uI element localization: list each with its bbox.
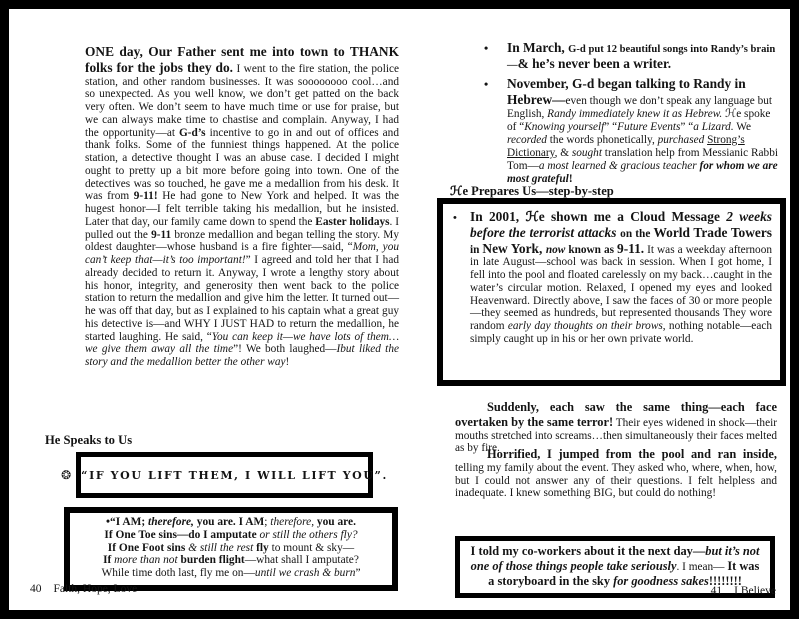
left-book-title: Faith, Hope, Love xyxy=(53,583,138,595)
bullet-text-november: November, G-d began talking to Randy in Hebrew—even though we don’t speak any language but English, Randy immediately knew it as Hebrew. ℋe spoke of “Knowing yourself” “Future Events” “a Lizard. We recorded the words phonetically, purchased Strong’s Dictionary, & sought translation help from Messianic Rabbi Tom—a most learned & gracious teacher for whom we are most grateful! xyxy=(507,75,778,186)
heading-he-speaks-to-us: He Speaks to Us xyxy=(45,433,133,447)
right-page-number: 41 xyxy=(710,585,723,597)
left-page-footer xyxy=(30,583,137,595)
coworkers-text: I told my co-workers about it the next day—but it’s not one of those things people take seriously. I mean— It was a storyboard in the sky for goodness sakes!!!!!!!! xyxy=(470,544,760,588)
lift-quote-text: “IF YOU LIFT THEM, I WILL LIFT YOU”. xyxy=(81,468,388,482)
poem-line: If One Toe sins—do I amputate or still the others fly? xyxy=(104,528,358,541)
list-item xyxy=(478,40,780,73)
bullet-icon: • xyxy=(484,76,489,91)
left-page-main-paragraph: ONE day, Our Father sent me into town to THANK folks for the jobs they do. I went to the fire station, the police station, and other random businesses. It was soooooooo cool…and so unexpected. As you well know, we don’t get patted on the back very often. We don’t seem to have much time or use for praise, but we can always make time to chastise and complain. Anyway, I had the opportunity—at G-d’s incentive to go in and out of offices and thank folks. Some of the funniest things happened. At the police station, a detective thought I was an abuse case. I decided I might ought to pretty up a bit more before going into town. One of the detectives was so touched, he gave me a medallion from his desk. It was from 9-11! He had gone to New York and helped. It was the hugest honor—I felt terrible taking his medallion, but he insisted. Later that day, our family came down to spend the Easter holidays. I pulled out the 9-11 bronze medallion and began telling the story. My oldest daughter—whose husband is a fire fighter—said, “Mom, you can’t keep that—it’s too important!” I agreed and told her that I had already decided to return it. Anyway, I wrote a lengthy story about his honor, integrity, and generosity then went back to the police station to return the medallion and give him the letter. It turned out—he was off that day, but as I explained to his captain what a great guy his detective is—and WHY I JUST HAD to return the medallion, he started laughing. He said, “You can keep it—we have lots of them…we give them away all the time”! We both laughed—Ibut liked the story and the medallion better the other way! xyxy=(85,44,400,368)
paragraph-suddenly: Suddenly, each saw the same thing—each face overtaken by the same terror! Their eyes widened in shock—their mouths stretched into screams…then simultaneously their faces melted as by fire. xyxy=(455,400,777,455)
poem-line: While time doth last, fly me on—until we crash & burn” xyxy=(101,567,361,580)
right-book-title: I Believe xyxy=(734,585,776,597)
poem-line: •“I AM; therefore, you are. I AM; therefore, you are. xyxy=(106,516,356,528)
poem-line: If more than not burden flight—what shall I amputate? xyxy=(103,554,359,567)
lift-quote-box xyxy=(61,452,388,498)
cloud-message-text: In 2001, ℋe shown me a Cloud Message 2 weeks before the terrorist attacks on the World Trade Towers in New York, now known as 9-11. It was a weekday afternoon in late August—school was back in session. When I got home, I fell into the pool and floated carelessly on my back…caught in the water’s circular motion. Relaxed, I opened my eyes and looked Heavenward. Directly above, I saw the faces of 30 or more people—they seemed as hundreds, but represented thousands They wore random early day thoughts on their brows, nothing notable—each simply caught up in his or her own private world. xyxy=(470,209,773,345)
bullet-icon: • xyxy=(453,212,457,224)
heading-he-prepares-us: ℋe Prepares Us—step-by-step xyxy=(450,184,614,198)
right-page-footer xyxy=(711,585,776,597)
poem-line: If One Foot sins & still the rest fly to mount & sky— xyxy=(107,541,355,554)
right-page-bullet-list xyxy=(478,40,780,189)
bullet-text-march: In March, G-d put 12 beautiful songs into Randy’s brain—& he’s never been a writer. xyxy=(507,40,776,72)
left-page-number: 40 xyxy=(30,583,42,595)
paragraph-horrified: Horrified, I jumped from the pool and ran inside, telling my family about the event. They asked who, where, when, how, but I could not answer any of their questions. I felt helpless and inadequate. I knew something BIG, but could do nothing! xyxy=(455,447,777,500)
list-item xyxy=(478,76,780,187)
cloud-message-box xyxy=(437,198,786,386)
bullet-icon: • xyxy=(484,41,489,55)
i-am-poem-box xyxy=(64,507,398,591)
flower-icon: ❂ xyxy=(61,468,72,482)
